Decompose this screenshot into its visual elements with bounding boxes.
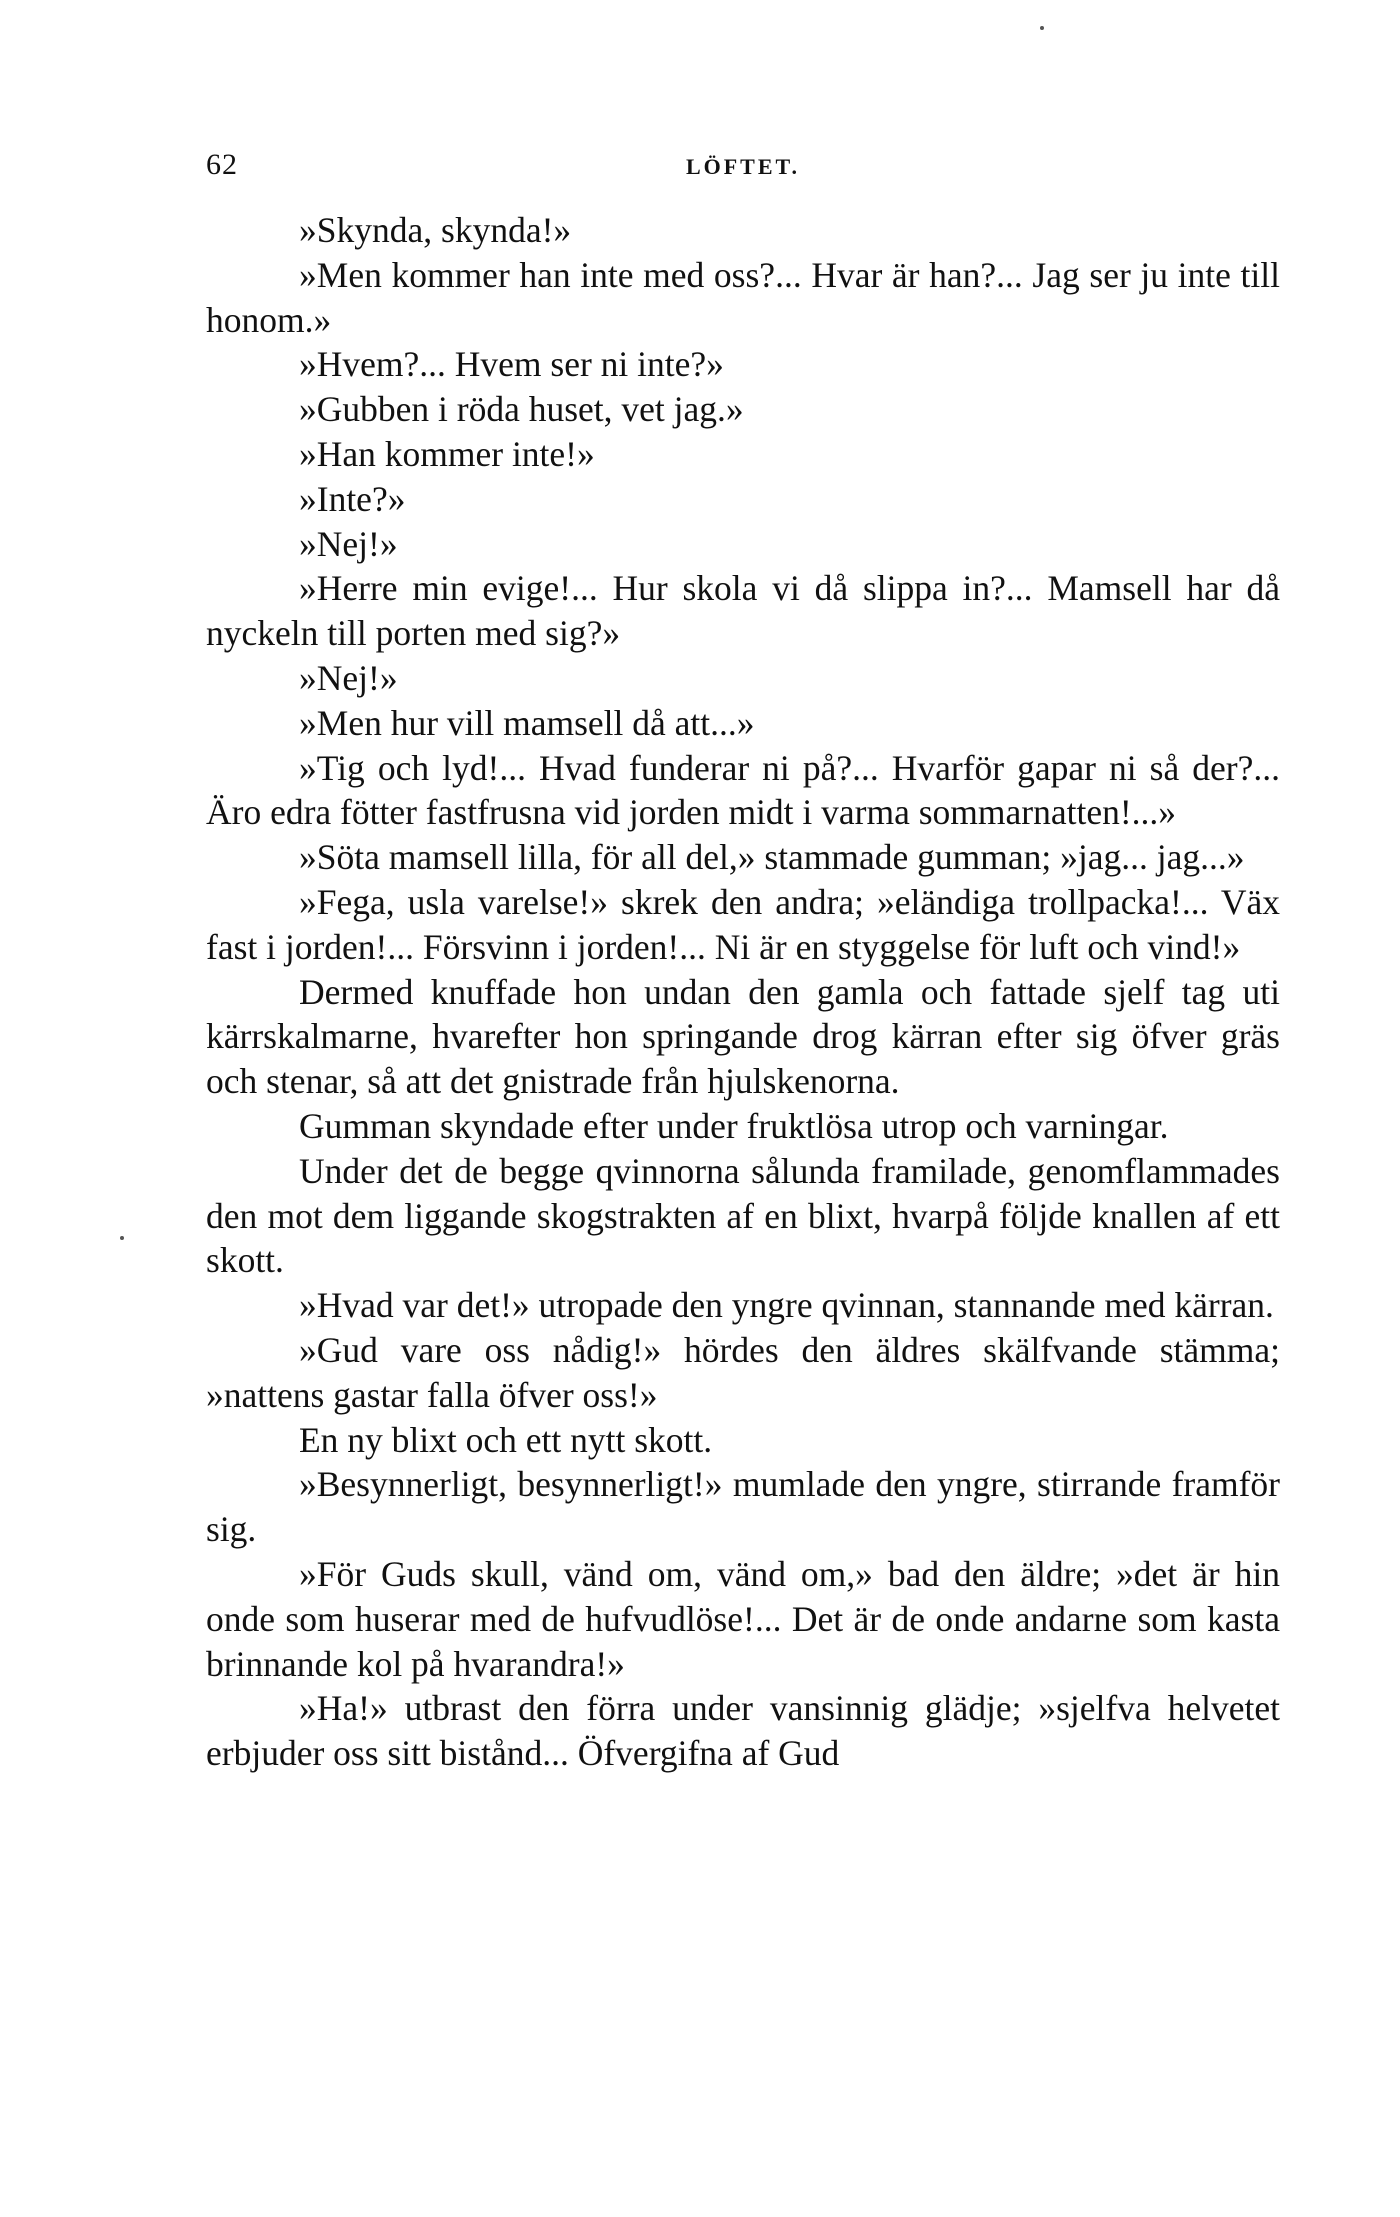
paragraph: »Nej!» xyxy=(299,657,398,698)
paragraph: »Fega, usla varelse!» skrek den andra; »eländiga trollpacka!... Väx fast i jorden!... Försvinn i jorden!... Ni är en styggelse för luft och vind!» xyxy=(206,881,1280,967)
paragraph: »Ha!» utbrast den förra under vansinnig glädje; »sjelfva helvetet erbjuder oss sitt bistånd... Öfvergifna af Gud xyxy=(206,1688,1280,1774)
paragraph: »Nej!» xyxy=(299,523,398,564)
paragraph: »Men hur vill mamsell då att...» xyxy=(299,702,755,743)
paragraph: »Inte?» xyxy=(299,478,406,519)
paragraph: »Herre min evige!... Hur skola vi då slippa in?... Mamsell har då nyckeln till porten med sig?» xyxy=(206,568,1280,654)
paper-speck xyxy=(120,1236,124,1240)
paragraph: »Han kommer inte!» xyxy=(299,433,595,474)
paragraph: »Men kommer han inte med oss?... Hvar är han?... Jag ser ju inte till honom.» xyxy=(206,254,1280,340)
page-header xyxy=(206,148,1280,188)
paragraph: En ny blixt och ett nytt skott. xyxy=(299,1419,713,1460)
paragraph: »Söta mamsell lilla, för all del,» stammade gumman; »jag... jag...» xyxy=(299,837,1245,878)
paragraph: Dermed knuffade hon undan den gamla och fattade sjelf tag uti kärrskalmarne, hvarefter hon springande drog kärran efter sig öfver gräs och stenar, så att det gnistrade från hjulskenorna. xyxy=(206,971,1280,1102)
paragraph: »Tig och lyd!... Hvad funderar ni på?... Hvarför gapar ni så der?... Äro edra fötter fastfrusna vid jorden midt i varma sommarnatten!...» xyxy=(206,747,1280,833)
running-title: LÖFTET. xyxy=(685,154,801,179)
paragraph: Under det de begge qvinnorna sålunda framilade, genomflammades den mot dem liggande skogstrakten af en blixt, hvarpå följde knallen af ett skott. xyxy=(206,1150,1280,1281)
paragraph: »Gubben i röda huset, vet jag.» xyxy=(299,389,744,430)
paragraph: »Hvad var det!» utropade den yngre qvinnan, stannande med kärran. xyxy=(299,1285,1274,1326)
paragraph: »Skynda, skynda!» xyxy=(299,210,572,250)
paragraph: »Gud vare oss nådig!» hördes den äldres skälfvande stämma; »nattens gastar falla öfver oss!» xyxy=(206,1329,1280,1415)
paragraph: »För Guds skull, vänd om, vänd om,» bad den äldre; »det är hin onde som huserar med de hufvudlöse!... Det är de onde andarne som kasta brinnande kol på hvarandra!» xyxy=(206,1553,1280,1684)
paragraph: »Besynnerligt, besynnerligt!» mumlade den yngre, stirrande framför sig. xyxy=(206,1464,1280,1550)
paper-speck xyxy=(1040,26,1044,30)
paragraph: Gumman skyndade efter under fruktlösa utrop och varningar. xyxy=(299,1105,1169,1146)
page-number: 62 xyxy=(206,148,238,181)
body-text xyxy=(206,208,1280,1776)
paragraph: »Hvem?... Hvem ser ni inte?» xyxy=(299,344,724,385)
